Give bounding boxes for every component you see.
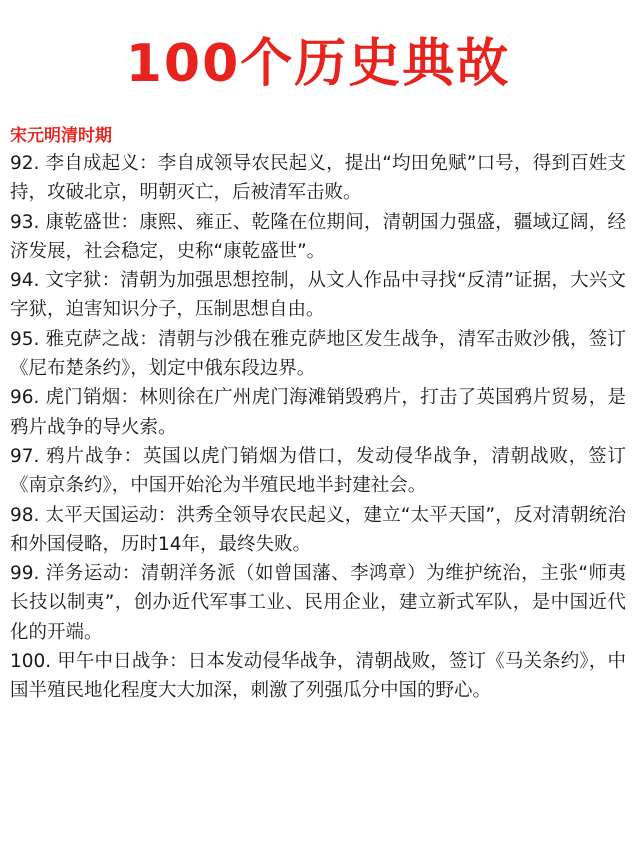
entry-term: 甲午中日战争： [57, 651, 188, 673]
entry-text: 李自成领导农民起义，提出“均田免赋”口号，得到百姓支持，攻破北京，明朝灭亡，后被清军击败。 [10, 153, 626, 204]
entry-list [10, 149, 626, 706]
entry-94 [10, 266, 626, 325]
entry-term: 太平天国运动： [45, 504, 177, 526]
entry-number: 92. [10, 153, 40, 174]
entry-text: 清朝洋务派（如曾国藩、李鸿章）为维护统治，主张“师夷长技以制夷”，创办近代军事工业、民用企业，建立新式军队，是中国近代化的开端。 [10, 563, 626, 643]
entry-text: 日本发动侵华战争，清朝战败，签订《马关条约》，中国半殖民地化程度大大加深，刺激了列强瓜分中国的野心。 [10, 651, 626, 702]
section-heading: 宋元明清时期 [10, 126, 112, 146]
entry-92 [10, 149, 626, 208]
entry-98 [10, 501, 626, 560]
entry-text: 英国以虎门销烟为借口，发动侵华战争，清朝战败，签订《南京条约》，中国开始沦为半殖民地半封建社会。 [10, 445, 626, 497]
entry-93 [10, 208, 626, 267]
entry-number: 100. [10, 651, 52, 673]
entry-term: 雅克萨之战： [45, 328, 158, 350]
entry-term: 虎门销烟： [45, 387, 140, 409]
entry-number: 93. [10, 211, 40, 233]
entry-number: 98. [10, 504, 40, 526]
entry-number: 95. [10, 328, 40, 350]
entry-text: 林则徐在广州虎门海滩销毁鸦片，打击了英国鸦片贸易，是鸦片战争的导火索。 [10, 387, 626, 438]
entry-text: 洪秀全领导农民起义，建立“太平天国”，反对清朝统治和外国侵略，历时14年，最终失败。 [10, 504, 626, 555]
entry-number: 97. [10, 445, 40, 467]
entry-term: 李自成起义： [45, 153, 158, 174]
entry-text: 清朝与沙俄在雅克萨地区发生战争，清军击败沙俄，签订《尼布楚条约》，划定中俄东段边界。 [10, 328, 626, 380]
entry-term: 康乾盛世： [45, 211, 140, 233]
entry-number: 99. [10, 563, 40, 585]
page-title: 100个历史典故 [125, 34, 511, 94]
entry-95 [10, 325, 626, 384]
entry-96 [10, 383, 626, 442]
entry-number: 96. [10, 387, 40, 409]
entry-term: 鸦片战争： [46, 445, 143, 467]
entry-number: 94. [10, 270, 40, 292]
entry-term: 洋务运动： [45, 563, 141, 585]
entry-97 [10, 442, 626, 501]
entry-99 [10, 559, 626, 647]
entry-text: 清朝为加强思想控制，从文人作品中寻找“反清”证据，大兴文字狱，迫害知识分子，压制思想自由。 [10, 270, 626, 321]
entry-term: 文字狱： [45, 270, 121, 292]
entry-text: 康熙、雍正、乾隆在位期间，清朝国力强盛，疆域辽阔，经济发展，社会稳定，史称“康乾盛世”。 [10, 211, 626, 262]
entry-100 [10, 647, 626, 706]
